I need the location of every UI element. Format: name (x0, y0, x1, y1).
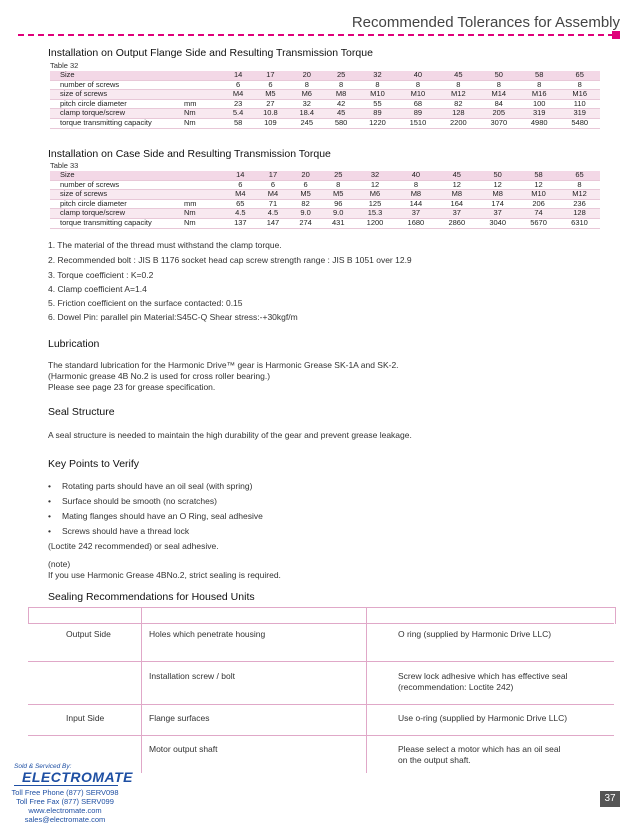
table-cell: 5.4 (224, 109, 252, 119)
sealing-divider (366, 607, 367, 623)
table-row (50, 199, 600, 209)
lubrication-line-3: Please see page 23 for grease specification. (48, 382, 216, 392)
table-cell: 144 (395, 199, 436, 209)
table-cell: 12 (355, 180, 396, 190)
table-row (50, 99, 600, 109)
table-cell: 65 (559, 171, 600, 180)
table-cell: 82 (438, 99, 478, 109)
table-cell: 236 (559, 199, 600, 209)
table-cell: 8 (398, 80, 438, 90)
table-cell: M5 (289, 190, 322, 200)
row-unit (182, 180, 224, 190)
lubrication-line-1: The standard lubrication for the Harmonic Drive™ gear is Harmonic Grease SK-1A and SK-2. (48, 360, 399, 370)
contact-website-link[interactable]: www.electromate.com (28, 806, 102, 815)
row-label: pitch circle diameter (50, 99, 182, 109)
table33 (50, 171, 600, 229)
table-cell: 9.0 (322, 209, 355, 219)
table-cell: 58 (518, 171, 559, 180)
key-point-4: • Screws should have a thread lock (48, 526, 190, 536)
table-row (50, 190, 600, 200)
table-cell: 6 (257, 180, 290, 190)
table-cell: M14 (479, 90, 519, 100)
table-cell: M4 (224, 90, 252, 100)
sealing-rec-4-line-1: Please select a motor which has an oil seal (398, 744, 561, 754)
table-cell: 12 (436, 180, 477, 190)
sealing-item-2: Installation screw / bolt (149, 671, 235, 681)
table-cell: 8 (559, 180, 600, 190)
note-2: 2. Recommended bolt : JIS B 1176 socket head cap screw strength range : JIS B 1051 over 12.9 (48, 255, 412, 265)
table-cell: 37 (395, 209, 436, 219)
table-cell: 5480 (559, 118, 600, 128)
table-cell: 6310 (559, 218, 600, 228)
row-label: size of screws (50, 190, 182, 200)
row-label: Size (50, 71, 182, 80)
row-label: size of screws (50, 90, 182, 100)
row-unit (182, 171, 224, 180)
table-cell: 164 (436, 199, 477, 209)
table-cell: 147 (257, 218, 290, 228)
table-cell: 4.5 (257, 209, 290, 219)
sealing-item-4: Motor output shaft (149, 744, 218, 754)
section-title-case-side: Installation on Case Side and Resulting Transmission Torque (48, 148, 331, 160)
key-point-1: • Rotating parts should have an oil seal (with spring) (48, 481, 253, 491)
table-cell: 40 (398, 71, 438, 80)
table-cell: 84 (479, 99, 519, 109)
table-cell: M6 (289, 90, 325, 100)
page-number: 37 (600, 791, 620, 807)
row-unit (182, 71, 224, 80)
table-cell: 9.0 (289, 209, 322, 219)
section-title-lubrication: Lubrication (48, 338, 100, 350)
key-point-loctite: (Loctite 242 recommended) or seal adhesive. (48, 541, 219, 551)
row-unit (182, 90, 224, 100)
table32 (50, 71, 600, 129)
sealing-rec-2-line-2: (recommendation: Loctite 242) (398, 682, 514, 692)
table-cell: 23 (224, 99, 252, 109)
table-cell: 1680 (395, 218, 436, 228)
seal-structure-text: A seal structure is needed to maintain the high durability of the gear and prevent grease leakage. (48, 430, 412, 440)
table-cell: 6 (224, 80, 252, 90)
table-cell: 89 (357, 109, 397, 119)
table-cell: 137 (224, 218, 257, 228)
table-cell: 6 (252, 80, 288, 90)
table-cell: 125 (355, 199, 396, 209)
sealing-divider (141, 623, 142, 773)
table-cell: 58 (224, 118, 252, 128)
row-unit (182, 190, 224, 200)
table-cell: 17 (257, 171, 290, 180)
table-cell: M6 (355, 190, 396, 200)
table-cell: 8 (357, 80, 397, 90)
table32-label: Table 32 (50, 61, 79, 70)
table-cell: 8 (322, 180, 355, 190)
row-label: number of screws (50, 80, 182, 90)
row-label: Size (50, 171, 182, 180)
section-title-output-flange: Installation on Output Flange Side and Resulting Transmission Torque (48, 47, 373, 59)
table-cell: 45 (438, 71, 478, 80)
sealing-rec-3: Use o-ring (supplied by Harmonic Drive LLC) (398, 713, 568, 723)
table-cell: M10 (398, 90, 438, 100)
table-cell: 18.4 (289, 109, 325, 119)
table-cell: 10.8 (252, 109, 288, 119)
contact-email-link[interactable]: sales@electromate.com (24, 815, 106, 824)
table-cell: 27 (252, 99, 288, 109)
sealing-item-3: Flange surfaces (149, 713, 210, 723)
note-1: 1. The material of the thread must withstand the clamp torque. (48, 240, 282, 250)
table-cell: 8 (395, 180, 436, 190)
table-cell: 8 (479, 80, 519, 90)
sealing-side-output: Output Side (66, 629, 111, 639)
table-cell: 55 (357, 99, 397, 109)
table-cell: 5670 (518, 218, 559, 228)
table-cell: 12 (477, 180, 518, 190)
table-cell: 4980 (519, 118, 559, 128)
table-cell: 580 (325, 118, 357, 128)
table-cell: 45 (436, 171, 477, 180)
table-cell: M10 (357, 90, 397, 100)
table-cell: 42 (325, 99, 357, 109)
table-cell: 25 (325, 71, 357, 80)
sealing-rule (28, 735, 614, 736)
table-cell: 25 (322, 171, 355, 180)
table-cell: 8 (325, 80, 357, 90)
row-unit: Nm (182, 209, 224, 219)
sealing-divider (141, 607, 142, 623)
row-unit: mm (182, 99, 224, 109)
sealing-item-1: Holes which penetrate housing (149, 629, 266, 639)
row-label: number of screws (50, 180, 182, 190)
row-label: clamp torque/screw (50, 209, 182, 219)
table-cell: 50 (479, 71, 519, 80)
contact-phone: Toll Free Phone (877) SERV098 (11, 788, 119, 797)
table-cell: 3070 (479, 118, 519, 128)
contact-fax: Toll Free Fax (877) SERV099 (16, 797, 114, 806)
table-cell: 37 (436, 209, 477, 219)
table-cell: M4 (257, 190, 290, 200)
table-cell: 50 (477, 171, 518, 180)
table-cell: 12 (518, 180, 559, 190)
table-cell: M5 (322, 190, 355, 200)
table-cell: 245 (289, 118, 325, 128)
table-cell: 14 (224, 71, 252, 80)
table-cell: 37 (477, 209, 518, 219)
table-cell: 65 (559, 71, 600, 80)
row-unit: Nm (182, 118, 224, 128)
table-cell: 6 (224, 180, 257, 190)
row-label: torque transmitting capacity (50, 118, 182, 128)
table-cell: 2860 (436, 218, 477, 228)
table-cell: M5 (252, 90, 288, 100)
table-cell: M4 (224, 190, 257, 200)
table-cell: M8 (395, 190, 436, 200)
table-cell: 205 (479, 109, 519, 119)
logo-underline (14, 785, 118, 786)
electromate-logo: ELECTROMATE (22, 769, 134, 785)
table-row (50, 71, 600, 80)
table-cell: 206 (518, 199, 559, 209)
sealing-rec-2-line-1: Screw lock adhesive which has effective seal (398, 671, 568, 681)
table-cell: 65 (224, 199, 257, 209)
table-cell: 20 (289, 71, 325, 80)
table-cell: 8 (289, 80, 325, 90)
row-label: torque transmitting capacity (50, 218, 182, 228)
table-cell: 8 (519, 80, 559, 90)
table-cell: 17 (252, 71, 288, 80)
page-header-title: Recommended Tolerances for Assembly (351, 14, 620, 31)
lubrication-line-2: (Harmonic grease 4B No.2 is used for cross roller bearing.) (48, 371, 271, 381)
table-cell: 8 (438, 80, 478, 90)
sealing-rec-4-line-2: on the output shaft. (398, 755, 471, 765)
table-cell: 58 (519, 71, 559, 80)
table-cell: 128 (559, 209, 600, 219)
table-cell: 100 (519, 99, 559, 109)
table-cell: 74 (518, 209, 559, 219)
note-3: 3. Torque coefficient : K=0.2 (48, 270, 154, 280)
table-cell: 274 (289, 218, 322, 228)
table-cell: M16 (559, 90, 600, 100)
table-cell: 3040 (477, 218, 518, 228)
table33-label: Table 33 (50, 161, 79, 170)
table-cell: 8 (559, 80, 600, 90)
sealing-rule (28, 704, 614, 705)
table-cell: 1200 (355, 218, 396, 228)
sealing-rec-1: O ring (supplied by Harmonic Drive LLC) (398, 629, 552, 639)
row-label: clamp torque/screw (50, 109, 182, 119)
table-cell: 68 (398, 99, 438, 109)
table-cell: 32 (357, 71, 397, 80)
key-point-note-text: If you use Harmonic Grease 4BNo.2, strict sealing is required. (48, 570, 281, 580)
row-unit: Nm (182, 109, 224, 119)
table-cell: 174 (477, 199, 518, 209)
table-cell: 4.5 (224, 209, 257, 219)
table-cell: 20 (289, 171, 322, 180)
table-cell: 110 (559, 99, 600, 109)
table-cell: M12 (438, 90, 478, 100)
table-row (50, 90, 600, 100)
sealing-table-header-band (28, 607, 616, 624)
table-cell: 71 (257, 199, 290, 209)
row-label: pitch circle diameter (50, 199, 182, 209)
header-dashed-rule (18, 34, 614, 36)
table-cell: 14 (224, 171, 257, 180)
table-row (50, 80, 600, 90)
table-cell: M10 (518, 190, 559, 200)
sold-by-label: Sold & Serviced By: (14, 763, 72, 770)
sealing-side-input: Input Side (66, 713, 105, 723)
sealing-rule (28, 623, 614, 624)
table-cell: 319 (519, 109, 559, 119)
table-cell: 40 (395, 171, 436, 180)
key-point-2: • Surface should be smooth (no scratches) (48, 496, 217, 506)
table-cell: M12 (559, 190, 600, 200)
section-title-sealing-recs: Sealing Recommendations for Housed Units (48, 591, 255, 603)
table-cell: 319 (559, 109, 600, 119)
table-cell: M8 (477, 190, 518, 200)
table-row (50, 218, 600, 228)
table-cell: 1510 (398, 118, 438, 128)
table-cell: M8 (436, 190, 477, 200)
table-cell: M8 (325, 90, 357, 100)
note-6: 6. Dowel Pin: parallel pin Material:S45C-Q Shear stress:-+30kgf/m (48, 312, 298, 322)
sealing-rule (28, 661, 614, 662)
note-5: 5. Friction coefficient on the surface contacted: 0.15 (48, 298, 243, 308)
table-cell: 82 (289, 199, 322, 209)
table-cell: 89 (398, 109, 438, 119)
table-cell: 15.3 (355, 209, 396, 219)
table-cell: 109 (252, 118, 288, 128)
table-cell: 96 (322, 199, 355, 209)
row-unit: mm (182, 199, 224, 209)
table-row (50, 118, 600, 128)
row-unit (182, 80, 224, 90)
table-cell: M16 (519, 90, 559, 100)
table-cell: 1220 (357, 118, 397, 128)
table-cell: 431 (322, 218, 355, 228)
table-cell: 32 (355, 171, 396, 180)
table-cell: 128 (438, 109, 478, 119)
header-accent-square (612, 31, 620, 39)
table-cell: 32 (289, 99, 325, 109)
section-title-key-points: Key Points to Verify (48, 458, 140, 470)
row-unit: Nm (182, 218, 224, 228)
table-row (50, 171, 600, 180)
table-cell: 2200 (438, 118, 478, 128)
key-point-note-label: (note) (48, 559, 71, 569)
table-cell: 6 (289, 180, 322, 190)
key-point-3: • Mating flanges should have an O Ring, seal adhesive (48, 511, 263, 521)
table-cell: 45 (325, 109, 357, 119)
note-4: 4. Clamp coefficient A=1.4 (48, 284, 147, 294)
sealing-divider (366, 623, 367, 773)
section-title-seal-structure: Seal Structure (48, 406, 115, 418)
table-row (50, 180, 600, 190)
